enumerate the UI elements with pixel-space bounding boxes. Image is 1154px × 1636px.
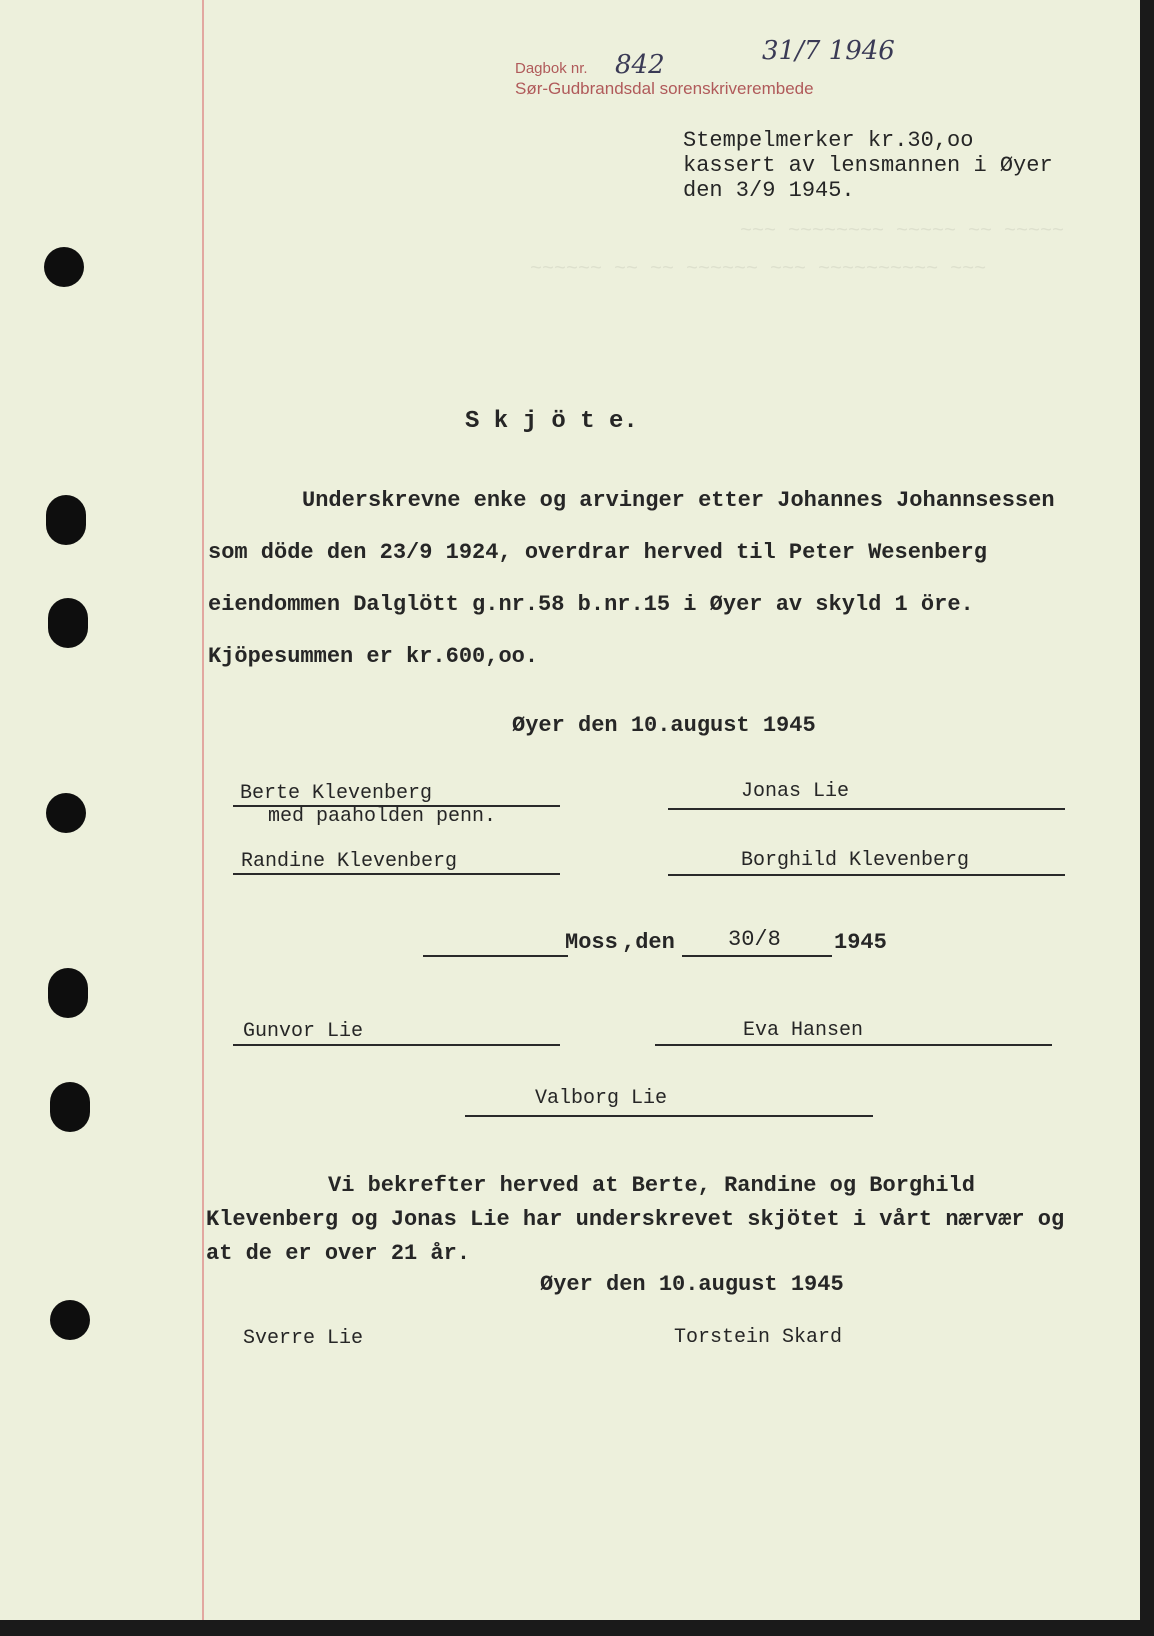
year-value: 1945 bbox=[834, 930, 887, 955]
signature-name: Berte Klevenberg bbox=[240, 782, 433, 805]
stamp-note-line: kassert av lensmannen i Øyer bbox=[683, 153, 1053, 178]
signature-line bbox=[668, 808, 1065, 810]
den-label: ,den bbox=[622, 930, 675, 955]
office-name: Sør-Gudbrandsdal sorenskriverembede bbox=[515, 79, 814, 98]
witness-line: Klevenberg og Jonas Lie har underskrevet skjötet i vårt nærvær og bbox=[206, 1207, 1065, 1232]
body-line: Underskrevne enke og arvinger etter Johannes Johannsessen bbox=[302, 488, 1055, 513]
signature-name: Borghild Klevenberg bbox=[741, 849, 970, 872]
bleed-through-text: ~~~ ~~~~~~~~ ~~~~~ ~~ ~~~~~ bbox=[740, 220, 1065, 243]
fill-line bbox=[423, 955, 568, 957]
stamp-note-line: den 3/9 1945. bbox=[683, 178, 855, 203]
dagbok-number: 842 bbox=[615, 50, 665, 80]
signature-note: med paaholden penn. bbox=[268, 805, 497, 828]
punch-hole bbox=[50, 1300, 90, 1340]
signature-line bbox=[668, 874, 1065, 876]
witness-signer: Sverre Lie bbox=[243, 1327, 364, 1350]
body-line: Kjöpesummen er kr.600,oo. bbox=[208, 644, 539, 669]
punch-hole bbox=[50, 1082, 90, 1132]
witness-place-date: Øyer den 10.august 1945 bbox=[540, 1272, 844, 1297]
signature-line bbox=[233, 1044, 560, 1046]
punch-hole bbox=[46, 793, 86, 833]
place-date: Øyer den 10.august 1945 bbox=[512, 713, 816, 738]
place-name: Moss bbox=[565, 930, 618, 955]
signature-line bbox=[655, 1044, 1052, 1046]
margin-line bbox=[202, 0, 204, 1620]
handwritten-date: 31/7 1946 bbox=[762, 36, 895, 66]
stamp-note-line: Stempelmerker kr.30,oo bbox=[683, 128, 974, 153]
signature-name: Gunvor Lie bbox=[243, 1020, 364, 1043]
punch-hole bbox=[46, 495, 86, 545]
witness-line: at de er over 21 år. bbox=[206, 1241, 471, 1266]
punch-hole bbox=[44, 247, 84, 287]
dagbok-label: Dagbok nr. bbox=[515, 60, 588, 77]
body-line: eiendommen Dalglött g.nr.58 b.nr.15 i Øyer av skyld 1 öre. bbox=[208, 592, 974, 617]
bleed-through-text: ~~~~~~ ~~ ~~ ~~~~~~ ~~~ ~~~~~~~~~~ ~~~ bbox=[530, 258, 987, 281]
witness-line: Vi bekrefter herved at Berte, Randine og Borghild bbox=[328, 1173, 975, 1198]
signature-name: Valborg Lie bbox=[535, 1087, 668, 1110]
fill-line bbox=[682, 955, 832, 957]
signature-line bbox=[233, 873, 560, 875]
document-title: S k j ö t e. bbox=[465, 408, 638, 435]
punch-hole bbox=[48, 968, 88, 1018]
signature-name: Eva Hansen bbox=[743, 1019, 864, 1042]
date-value: 30/8 bbox=[728, 927, 781, 952]
signature-name: Randine Klevenberg bbox=[241, 850, 458, 873]
signature-line bbox=[465, 1115, 873, 1117]
body-line: som döde den 23/9 1924, overdrar herved til Peter Wesenberg bbox=[208, 540, 987, 565]
punch-hole bbox=[48, 598, 88, 648]
witness-signer: Torstein Skard bbox=[674, 1326, 843, 1349]
signature-name: Jonas Lie bbox=[741, 780, 850, 803]
